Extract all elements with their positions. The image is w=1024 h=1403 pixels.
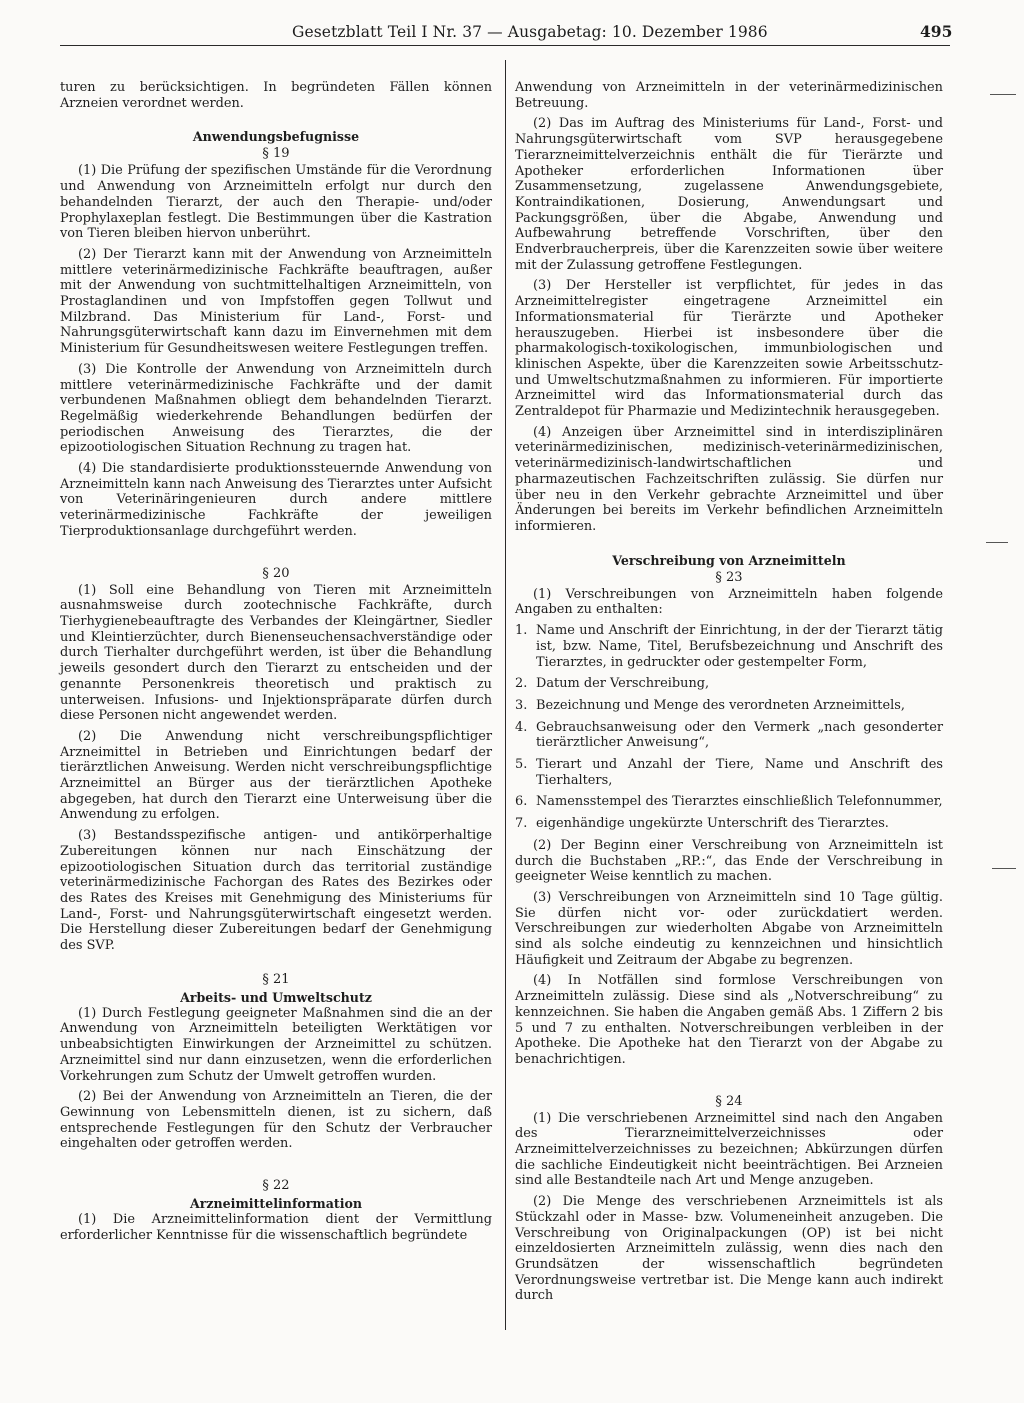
header-title: Gesetzblatt Teil I Nr. 37 — Ausgabetag: 10. Dezember 1986 [292,23,768,41]
list-item-number: 6. [515,794,528,810]
list-item [515,816,943,832]
paragraph: (3) Der Hersteller ist verpflichtet, für jedes in das Arzneimittelregister eingetragene Arzneimittel ein Informationsmaterial für Tierärzte und Apotheker herauszugeben. Hierbei ist insbesondere über die pharmakologisch-toxikologischen, immunbiologischen und klinischen Aspekte, über die Karenzzeiten sowie Arbeitsschutz- und Umweltschutzmaßnahmen zu informieren. Für importierte Arzneimittel wird das Informationsmaterial durch das Zentraldepot für Pharmazie und Medizintechnik herausgegeben. [515,278,943,420]
section-number: § 23 [715,569,743,585]
paragraph: (1) Durch Festlegung geeigneter Maßnahmen sind die an der Anwendung von Arzneimitteln beteiligten Werktätigen vor unbeabsichtigten Einwirkungen der Arzneimittel zu schützen. Arzneimittel sind nur dann einzusetzen, wenn die erforderlichen Vorkehrungen zum Schutz der Umwelt getroffen wurden. [60,1005,492,1084]
section-number: § 22 [262,1178,290,1194]
section-number: § 21 [262,971,290,987]
list-item-text: Datum der Verschreibung, [536,676,710,692]
margin-mark [992,868,1016,869]
paragraph: (1) Verschreibungen von Arzneimitteln haben folgende Angaben zu enthalten: [515,586,943,618]
paragraph: (1) Die verschriebenen Arzneimittel sind nach den Angaben des Tierarzneimittelverzeichnisses oder Arzneimittelverzeichnisses zu bezeichnen; Abkürzungen dürfen die sachliche Eindeutigkeit nicht beeinträchtigen. Bei Arzneien sind alle Bestandteile nach Art und Menge anzugeben. [515,1110,943,1189]
paragraph: (2) Die Anwendung nicht verschreibungspflichtiger Arzneimittel in Betrieben und Einrichtungen bedarf der tierärztlichen Anweisung. Werden nicht verschreibungspflichtige Arzneimittel an Bürger aus der tierärztlichen Apotheke abgegeben, hat durch den Tierarzt eine Unterweisung über die Anwendung zu erfolgen. [60,728,492,823]
heading: Arzneimittelinformation [189,1196,363,1212]
spacer [60,959,492,971]
paragraph: turen zu berücksichtigen. In begründeten Fällen können Arzneien verordnet werden. [60,80,492,111]
list-item-number: 7. [515,816,528,832]
list-item [515,794,943,810]
paragraph: (3) Verschreibungen von Arzneimitteln sind 10 Tage gültig. Sie dürfen nicht vor- oder zurückdatiert werden. Verschreibungen zur wiederholten Abgabe von Arzneimitteln sind als solche eindeutig zu kennzeichnen und hinsichtlich Häufigkeit und Zeitraum der Abgabe zu begrenzen. [515,889,943,968]
heading: Anwendungsbefugnisse [192,129,360,145]
list-item-number: 1. [515,623,528,639]
list-item-text: Namensstempel des Tierarztes einschließlich Telefonnummer, [536,794,943,810]
heading: Verschreibung von Arzneimitteln [612,552,846,568]
list-item [515,720,943,751]
requirements-list [515,623,943,832]
left-column [60,80,492,1248]
section-number: § 19 [262,146,290,162]
paragraph: (3) Die Kontrolle der Anwendung von Arzneimitteln durch mittlere veterinärmedizinische Fachkräfte und der damit verbundenen Maßnahmen obliegt dem behandelnden Tierarzt. Regelmäßig wiederkehrende Behandlungen bedürfen der periodischen Anweisung des Tierarztes, die der epizootiologischen Situation Rechnung zu tragen hat. [60,361,492,456]
margin-mark [990,94,1016,95]
page-number: 495 [920,22,953,41]
paragraph: (2) Das im Auftrag des Ministeriums für Land-, Forst- und Nahrungsgüterwirtschaft vom SVP herausgegebene Tierarzneimittelverzeichnis enthält die für Tierärzte und Apotheker erforderlichen Informationen über Zusammensetzung, zugelassene Anwendungsgebiete, Kontraindikationen, Dosierung, Anwendungsart und Packungsgrößen, über die Abgabe, Anwendung und Aufbewahrung betreffende Vorschriften, über den Endverbraucherpreis, über die Karenzzeiten sowie über weitere mit der Zulassung getroffene Festlegungen. [515,116,943,273]
paragraph: (3) Bestandsspezifische antigen- und antikörperhaltige Zubereitungen können nur nach Einschätzung der epizootiologischen Situation durch das territorial zuständige veterinärmedizinische Fachorgan des Rates des Bezirkes oder des Rates des Kreises mit Genehmigung des Ministeriums für Land-, Forst- und Nahrungsgüterwirtschaft eingesetzt werden. Die Herstellung dieser Zubereitungen bedarf der Genehmigung des SVP. [60,828,492,954]
spacer [60,116,492,128]
spacer [515,540,943,552]
list-item-text: Tierart und Anzahl der Tiere, Name und Anschrift des Tierhalters, [536,757,943,788]
list-item-number: 2. [515,676,528,692]
right-column [515,80,943,1309]
paragraph: (1) Die Prüfung der spezifischen Umstände für die Verordnung und Anwendung von Arzneimitteln erfolgt nur durch den behandelnden Tierarzt, der auch den Therapie- und/oder Prophylaxeplan festlegt. Die Bestimmungen über die Kastration von Tieren bleiben hiervon unberührt. [60,163,492,242]
heading: Arbeits- und Umweltschutz [180,989,372,1005]
paragraph: (2) Der Beginn einer Verschreibung von Arzneimitteln ist durch die Buchstaben „RP.:“, das Ende der Verschreibung in geeigneter Weise kenntlich zu machen. [515,837,943,885]
list-item [515,676,943,692]
paragraph: (1) Die Arzneimittelinformation dient der Vermittlung erforderlicher Kenntnisse für die wissenschaftlich begründete [60,1212,492,1243]
paragraph: (2) Bei der Anwendung von Arzneimitteln an Tieren, die der Gewinnung von Lebensmitteln dienen, ist zu sichern, daß entsprechende Festlegungen für den Schutz der Verbraucher eingehalten oder getroffen werden. [60,1089,492,1152]
section-number: § 24 [715,1093,743,1109]
list-item [515,698,943,714]
header-rule [60,45,950,46]
list-item-text: eigenhändige ungekürzte Unterschrift des Tierarztes. [536,816,889,832]
list-item-text: Name und Anschrift der Einrichtung, in der der Tierarzt tätig ist, bzw. Name, Titel, Berufsbezeichnung und Anschrift des Tierarztes, in gedruckter oder gestempelter Form, [536,623,943,670]
list-item-text: Bezeichnung und Menge des verordneten Arzneimittels, [536,697,905,713]
paragraph: (4) Anzeigen über Arzneimittel sind in interdisziplinären veterinärmedizinischen, medizinisch-veterinärmedizinischen, veterinärmedizinisch-landwirtschaftlichen und pharmazeutischen Fachzeitschriften zulässig. Sie dürfen nur über neu in den Verkehr gebrachte Arzneimittel und über Änderungen bei bereits im Verkehr befindlichen Arzneimitteln informieren. [515,424,943,534]
list-item-text: Gebrauchsanweisung oder den Vermerk „nach gesonderter tierärztlicher Anweisung“, [536,719,943,751]
list-item [515,757,943,788]
column-divider [505,60,506,1330]
margin-mark [986,542,1008,543]
paragraph: (4) Die standardisierte produktionssteuernde Anwendung von Arzneimitteln kann nach Anweisung des Tierarztes unter Aufsicht von Veterinäringenieuren durch andere mittlere veterinärmedizinische Fachkräfte der jeweiligen Tierproduktionsanlage durchgeführt werden. [60,461,492,539]
paragraph: (2) Die Menge des verschriebenen Arzneimittels ist als Stückzahl oder in Masse- bzw. Volumeneinheit anzugeben. Die Verschreibung von Originalpackungen (OP) ist bei nicht einzeldosierten Arzneimitteln zulässig, wenn dies nach den Grundsätzen der wissenschaftlich begründeten Verordnungsweise vertretbar ist. Die Menge kann auch indirekt durch [515,1194,943,1304]
spacer [60,545,492,565]
paragraph: (2) Der Tierarzt kann mit der Anwendung von Arzneimitteln mittlere veterinärmedizinische Fachkräfte beauftragen, außer mit der Anwendung von suchtmittelhaltigen Arzneimitteln, von Prostaglandinen und von Impfstoffen gegen Tollwut und Milzbrand. Das Ministerium für Land-, Forst- und Nahrungsgüterwirtschaft kann dazu im Einvernehmen mit dem Ministerium für Gesundheitswesen weitere Festlegungen treffen. [60,246,492,357]
list-item [515,623,943,670]
list-item-number: 3. [515,697,528,713]
spacer [515,1073,943,1093]
spacer [60,1157,492,1177]
paragraph: (1) Soll eine Behandlung von Tieren mit Arzneimitteln ausnahmsweise durch zootechnische Fachkräfte, durch Tierhygienebeauftragte des Verbandes der Kleingärtner, Siedler und Kleintierzüchter, durch Bienenseuchensachverständige oder durch Tierhalter durchgeführt werden, ist über die Behandlung jeweils gesondert durch den Tierarzt zu entscheiden und der genannte Personenkreis theoretisch und praktisch zu unterweisen. Infusions- und Injektionspräparate dürfen durch diese Personen nicht angewendet werden. [60,582,492,724]
paragraph: Anwendung von Arzneimitteln in der veterinärmedizinischen Betreuung. [515,80,943,111]
list-item-number: 4. [515,719,528,735]
paragraph: (4) In Notfällen sind formlose Verschreibungen von Arzneimitteln zulässig. Diese sind als „Notverschreibung“ zu kennzeichnen. Sie haben die Angaben gemäß Abs. 1 Ziffern 2 bis 5 und 7 zu enthalten. Notverschreibungen verbleiben in der Apotheke. Die Apotheke hat den Tierarzt von der Abgabe zu benachrichtigen. [515,973,943,1067]
section-number: § 20 [262,565,290,581]
list-item-number: 5. [515,757,528,773]
